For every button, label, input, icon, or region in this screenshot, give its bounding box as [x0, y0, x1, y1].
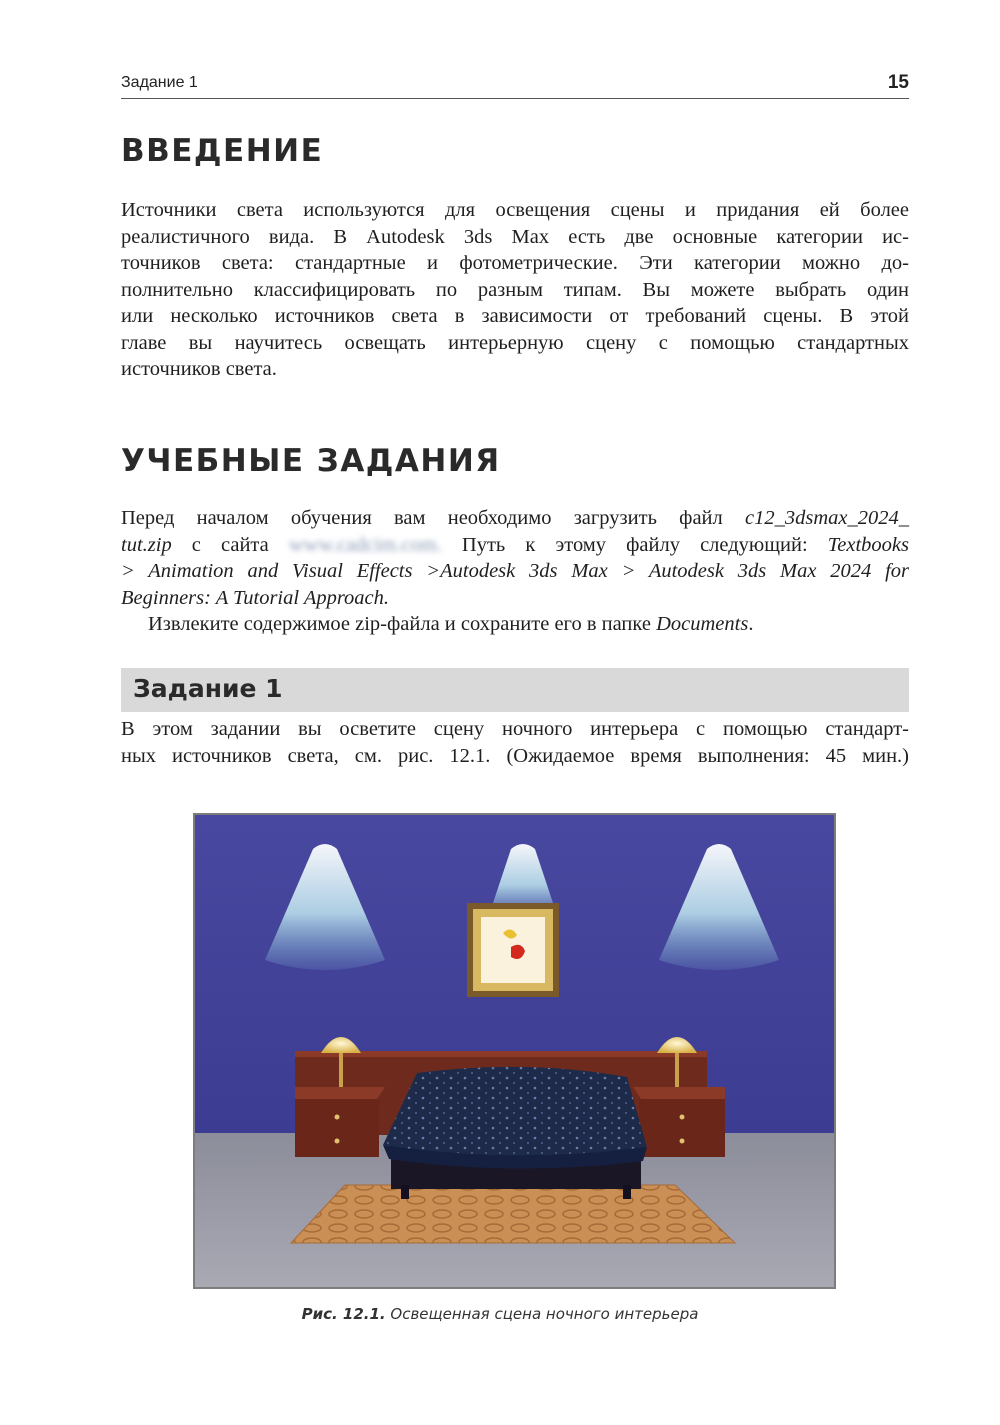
path-part-3: Beginners: A Tutorial Approach.	[121, 586, 390, 609]
intro-line-5: или несколько источников света в зависимости от требований сцены. В этой	[121, 305, 909, 327]
tutorials-line-2	[121, 532, 909, 559]
heading-introduction: ВВЕДЕНИЕ	[121, 133, 324, 169]
website-link[interactable]: www.cadcim.com.	[288, 533, 442, 556]
folder-name: Documents	[656, 613, 749, 635]
task-1-title-bar	[121, 668, 909, 712]
tutorials-line-5	[121, 611, 909, 638]
tutorials-line-4	[121, 585, 909, 612]
rug	[291, 1185, 735, 1243]
night-interior-render	[195, 815, 834, 1287]
text-path-intro: Путь к этому файлу следующий:	[441, 533, 828, 556]
task-1-paragraph	[121, 716, 909, 769]
task-1-title: Задание 1	[133, 674, 283, 703]
running-header	[121, 72, 909, 99]
caption-text: Освещенная сцена ночного интерьера	[385, 1305, 699, 1323]
path-part-2: > Animation and Visual Effects >Autodesk 3ds Max > Autodesk 3ds Max 2024 for	[121, 560, 909, 582]
tutorials-line-1	[121, 505, 909, 532]
tutorials-line-3	[121, 558, 909, 585]
text-from-site: с сайта	[171, 533, 289, 556]
text-download-intro: Перед началом обучения вам необходимо загрузить файл	[121, 507, 746, 529]
intro-line-2: реалистичного вида. В Autodesk 3ds Max есть две основные категории ис-	[121, 225, 909, 248]
blanket	[383, 1067, 647, 1156]
intro-paragraph	[121, 197, 909, 383]
intro-line-6: главе вы научитесь освещать интерьерную сцену с помощью стандартных	[121, 331, 909, 354]
heading-tutorials: УЧЕБНЫЕ ЗАДАНИЯ	[121, 443, 501, 479]
figure-night-interior	[193, 813, 836, 1289]
intro-line-3: точников света: стандартные и фотометрические. Эти категории можно до-	[121, 252, 909, 274]
tutorials-paragraph	[121, 505, 909, 638]
figure-caption	[0, 1305, 1000, 1323]
page-number: 15	[887, 72, 909, 93]
intro-line-4: полнительно классифицировать по разным типам. Вы можете выбрать один	[121, 278, 909, 301]
task-1-line-2: ных источников света, см. рис. 12.1. (Ожидаемое время выполнения: 45 мин.)	[121, 744, 909, 767]
caption-label: Рис. 12.1.	[301, 1305, 386, 1323]
file-name-part-1: c12_3dsmax_2024_	[745, 507, 909, 529]
file-name-part-2: tut.zip	[121, 533, 172, 556]
intro-line-7: источников света.	[121, 358, 277, 380]
nightstand-right	[639, 1099, 725, 1157]
nightstand-left	[295, 1099, 379, 1157]
text-period: .	[748, 613, 754, 635]
task-1-line-1: В этом задании вы осветите сцену ночного интерьера с помощью стандарт-	[121, 718, 909, 740]
path-part-1: Textbooks	[827, 533, 909, 556]
text-extract-intro: Извлеките содержимое zip-файла и сохраните его в папке	[148, 613, 657, 635]
running-header-section: Задание 1	[121, 74, 198, 91]
intro-line-1: Источники света используются для освещения сцены и придания ей более	[121, 199, 909, 221]
